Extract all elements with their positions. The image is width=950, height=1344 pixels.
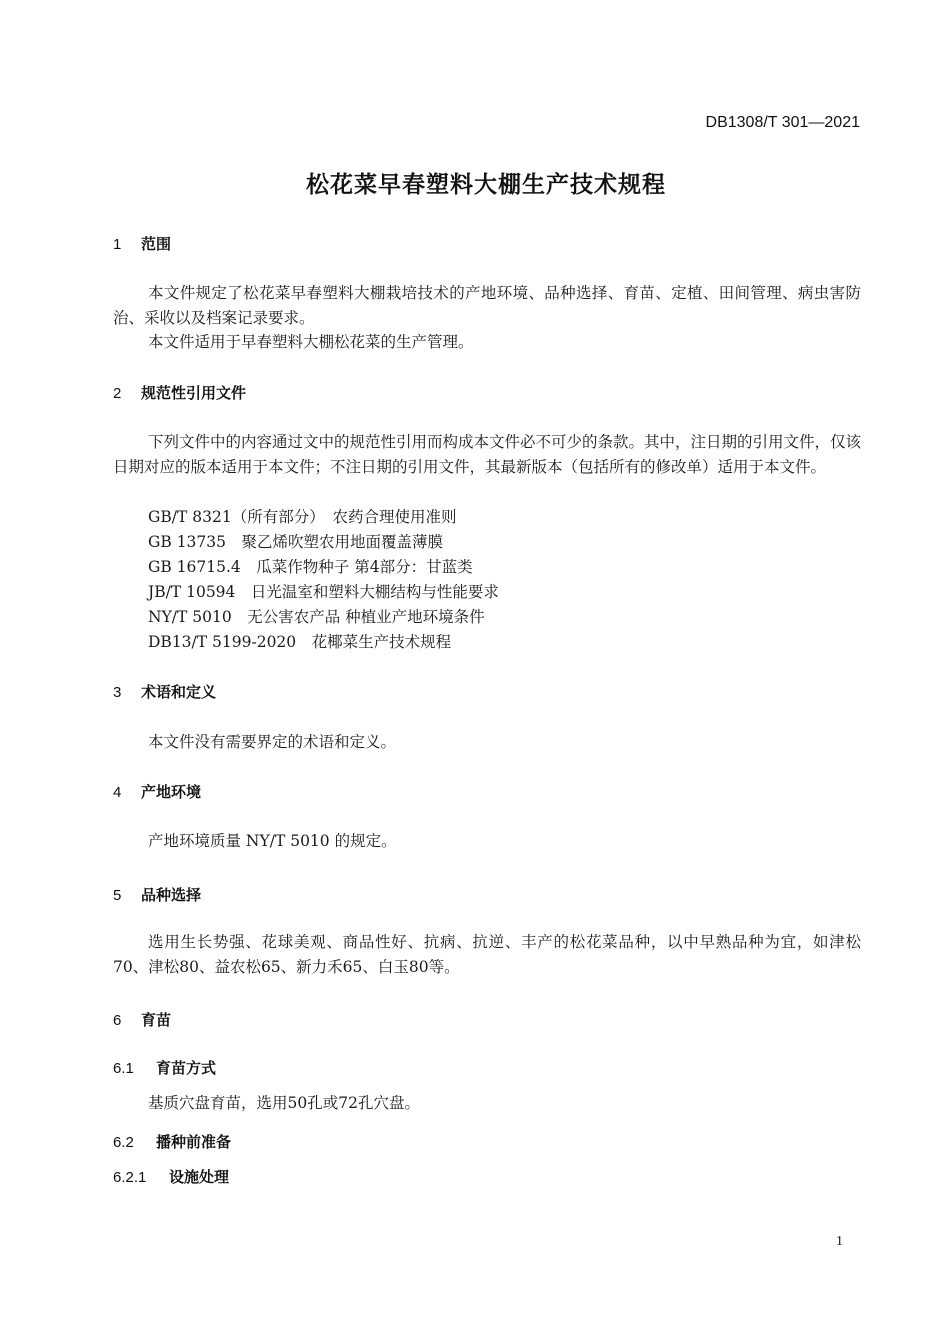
section-title: 设施处理 [169,1168,230,1186]
section-title: 播种前准备 [156,1133,232,1151]
section-heading-3 [113,681,216,702]
page-number: 1 [836,1234,843,1249]
section-title: 规范性引用文件 [141,384,247,402]
section-title: 育苗 [141,1011,172,1029]
paragraph: 选用生长势强、花球美观、商品性好、抗病、抗逆、丰产的松花菜品种，以中早熟品种为宜，如津松70、津松80、益农松65、新力禾65、白玉80等。 [113,933,861,976]
document-title: 松花菜早春塑料大棚生产技术规程 [306,172,666,198]
section-number: 4 [113,784,122,801]
section-number: 6.2.1 [113,1169,147,1186]
paragraph: 本文件没有需要界定的术语和定义。 [148,733,397,751]
section-number: 5 [113,887,122,904]
reference-item: DB13/T 5199-2020 花椰菜生产技术规程 [148,633,452,651]
section-title: 产地环境 [141,783,202,801]
reference-item: GB/T 8321（所有部分） 农药合理使用准则 [148,508,457,526]
subsection-heading-6-1 [113,1057,216,1078]
paragraph: 基质穴盘育苗，选用50孔或72孔穴盘。 [148,1094,420,1112]
paragraph: 产地环境质量 NY/T 5010 的规定。 [148,832,397,850]
section-title: 范围 [141,235,172,253]
section-number: 2 [113,385,122,402]
subsection-heading-6-2 [113,1131,231,1152]
section-number: 6 [113,1012,122,1029]
section-number: 1 [113,236,122,253]
section-heading-1 [113,233,171,254]
subsection-heading-6-2-1 [113,1166,229,1187]
paragraph: 本文件规定了松花菜早春塑料大棚栽培技术的产地环境、品种选择、育苗、定植、田间管理、病虫害防治、采收以及档案记录要求。 [113,284,861,327]
section-heading-4 [113,781,201,802]
document-number: DB1308/T 301—2021 [705,114,860,131]
section-heading-2 [113,382,246,403]
reference-item: GB 16715.4 瓜菜作物种子 第4部分：甘蓝类 [148,558,473,576]
paragraph: 下列文件中的内容通过文中的规范性引用而构成本文件必不可少的条款。其中，注日期的引用文件，仅该日期对应的版本适用于本文件；不注日期的引用文件，其最新版本（包括所有的修改单）适用于本文件。 [113,433,862,476]
reference-item: GB 13735 聚乙烯吹塑农用地面覆盖薄膜 [148,533,444,551]
section-number: 6.2 [113,1134,134,1151]
section-number: 3 [113,684,122,701]
section-number: 6.1 [113,1060,134,1077]
paragraph: 本文件适用于早春塑料大棚松花菜的生产管理。 [148,333,474,351]
section-heading-6 [113,1009,171,1030]
reference-item: JB/T 10594 日光温室和塑料大棚结构与性能要求 [148,583,499,601]
section-heading-5 [113,884,201,905]
section-title: 育苗方式 [156,1059,217,1077]
section-title: 品种选择 [141,886,202,904]
section-title: 术语和定义 [141,683,217,701]
reference-item: NY/T 5010 无公害农产品 种植业产地环境条件 [148,608,485,626]
